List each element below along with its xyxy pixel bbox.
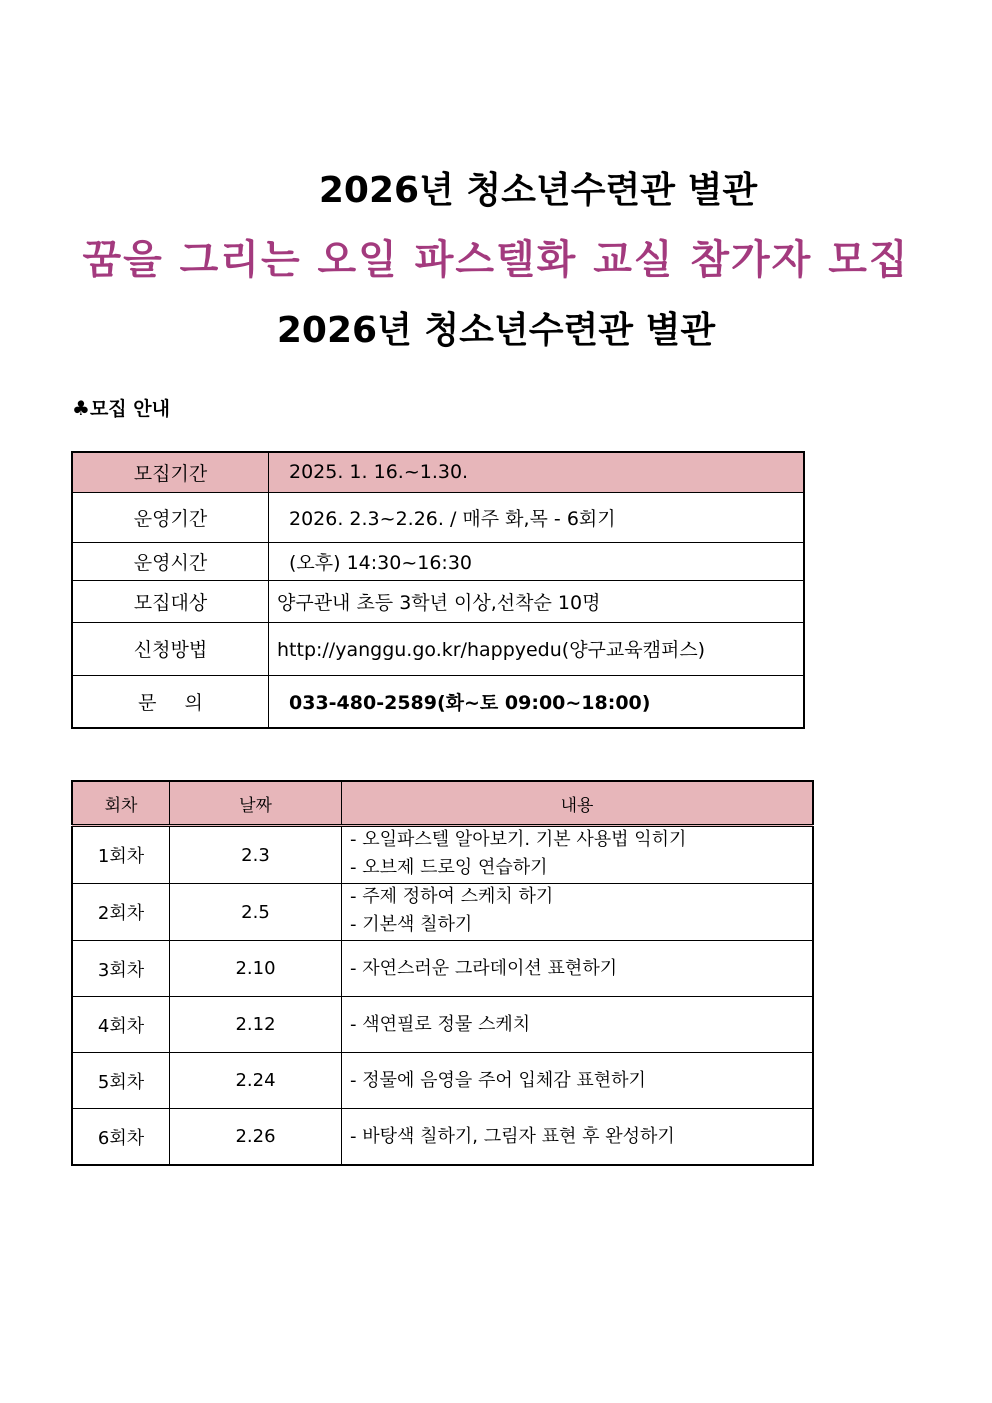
session-cell: 2회차	[72, 884, 170, 941]
session-cell: 6회차	[72, 1109, 170, 1166]
table-row	[72, 997, 813, 1053]
table-row	[72, 884, 813, 941]
recruitment-info-table	[71, 451, 805, 729]
date-cell: 2.10	[170, 941, 342, 997]
content-cell	[342, 884, 814, 941]
content-cell	[342, 1053, 814, 1109]
content-cell	[342, 826, 814, 884]
info-value: (오후) 14:30~16:30	[269, 542, 805, 580]
info-value: 2025. 1. 16.~1.30.	[269, 452, 805, 492]
info-label: 운영시간	[72, 542, 269, 580]
date-cell: 2.5	[170, 884, 342, 941]
session-cell: 1회차	[72, 826, 170, 884]
content-cell	[342, 1109, 814, 1166]
info-row-target	[72, 580, 804, 622]
title-line-3: 2026년 청소년수련관 별관	[276, 310, 716, 351]
date-cell: 2.3	[170, 826, 342, 884]
info-value: 양구관내 초등 3학년 이상,선착순 10명	[269, 580, 805, 622]
session-cell: 3회차	[72, 941, 170, 997]
date-cell: 2.24	[170, 1053, 342, 1109]
schedule-table	[71, 780, 814, 1166]
info-row-apply	[72, 622, 804, 675]
header-content: 내용	[342, 781, 814, 826]
date-cell: 2.26	[170, 1109, 342, 1166]
content-line: - 색연필로 정물 스케치	[350, 1013, 531, 1035]
info-row-time	[72, 542, 804, 580]
content-line: - 기본색 칠하기	[350, 914, 473, 935]
section-heading	[72, 394, 170, 421]
info-row-operation	[72, 492, 804, 542]
content-line: - 오일파스텔 알아보기. 기본 사용법 익히기	[350, 829, 687, 850]
session-cell: 4회차	[72, 997, 170, 1053]
contact-label-text: 문의	[138, 691, 231, 714]
table-row	[72, 1109, 813, 1166]
title-line-1: 2026년 청소년수련관 별관	[318, 170, 758, 211]
content-line: - 주제 정하여 스케치 하기	[350, 886, 554, 907]
info-label: 신청방법	[72, 622, 269, 675]
header-session: 회차	[72, 781, 170, 826]
schedule-header-row	[72, 781, 813, 826]
info-row-period	[72, 452, 804, 492]
content-line: - 오브제 드로잉 연습하기	[350, 857, 548, 878]
info-label: 모집기간	[72, 452, 269, 492]
section-heading-text: 모집 안내	[89, 398, 170, 420]
info-value: 2026. 2.3~2.26. / 매주 화,목 - 6회기	[269, 492, 805, 542]
table-row	[72, 1053, 813, 1109]
info-value: 033-480-2589(화~토 09:00~18:00)	[269, 675, 805, 728]
content-line: - 정물에 음영을 주어 입체감 표현하기	[350, 1069, 646, 1091]
header-date: 날짜	[170, 781, 342, 826]
content-line: - 바탕색 칠하기, 그림자 표현 후 완성하기	[350, 1125, 675, 1147]
info-label: 운영기간	[72, 492, 269, 542]
info-row-contact	[72, 675, 804, 728]
table-row	[72, 941, 813, 997]
title-line-2: 꿈을 그리는 오일 파스텔화 교실 참가자 모집	[82, 237, 910, 283]
info-value: http://yanggu.go.kr/happyedu(양구교육캠퍼스)	[269, 622, 805, 675]
club-icon: ♣	[72, 396, 90, 420]
session-cell: 5회차	[72, 1053, 170, 1109]
info-label	[72, 675, 269, 728]
content-cell	[342, 997, 814, 1053]
info-label: 모집대상	[72, 580, 269, 622]
table-row	[72, 826, 813, 884]
date-cell: 2.12	[170, 997, 342, 1053]
content-cell	[342, 941, 814, 997]
content-line: - 자연스러운 그라데이션 표현하기	[350, 957, 618, 979]
